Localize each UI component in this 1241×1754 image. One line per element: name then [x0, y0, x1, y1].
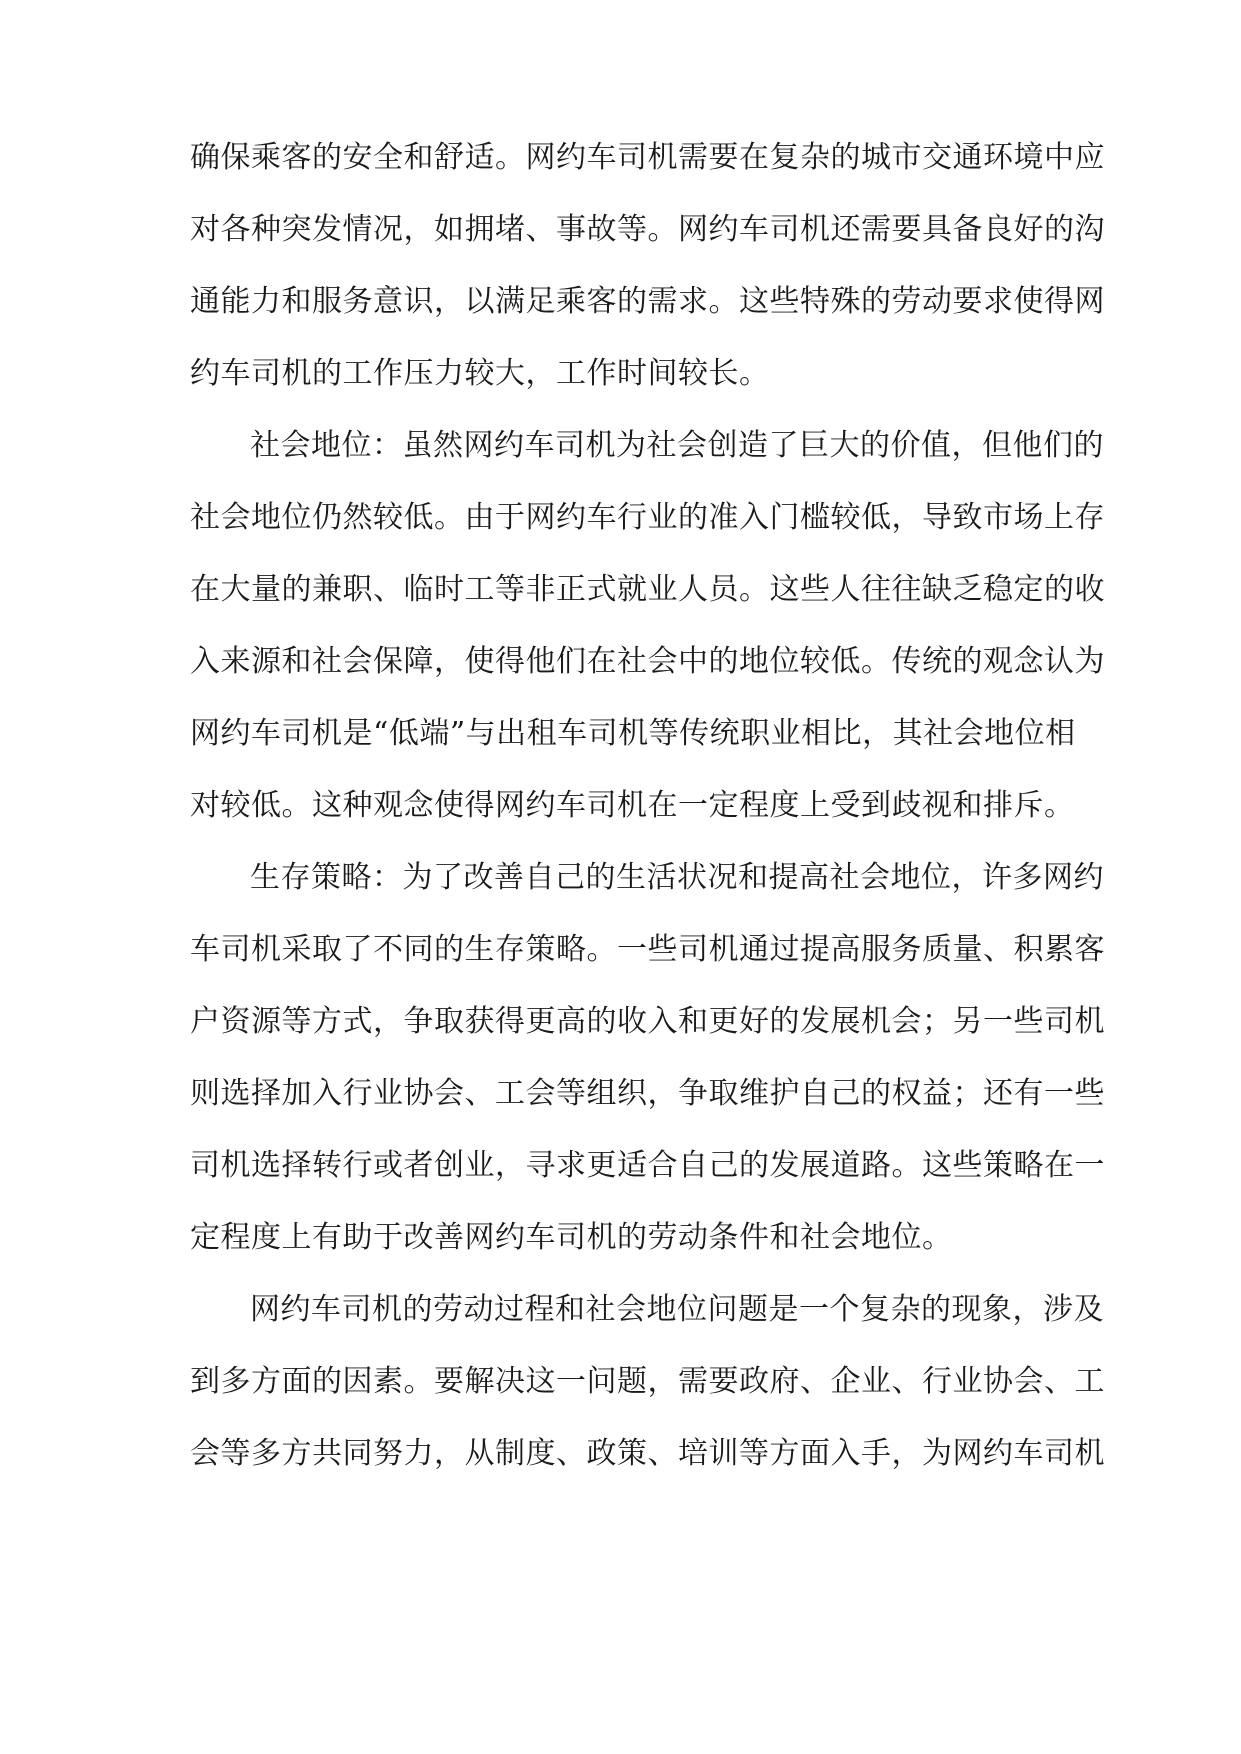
paragraph-first-line: 网约车司机的劳动过程和社会地位问题是一个复杂的现象，涉及: [250, 1292, 1104, 1327]
text-line: 会等多方共同努力，从制度、政策、培训等方面入手，为网约车司机: [190, 1436, 1105, 1471]
text-line: 则选择加入行业协会、工会等组织，争取维护自己的权益；还有一些: [190, 1076, 1105, 1111]
text-line: 对各种突发情况，如拥堵、事故等。网约车司机还需要具备良好的沟: [190, 212, 1105, 247]
text-line: 车司机采取了不同的生存策略。一些司机通过提高服务质量、积累客: [190, 932, 1105, 967]
text-line: 通能力和服务意识，以满足乘客的需求。这些特殊的劳动要求使得网: [190, 284, 1105, 319]
paragraph-first-line: 社会地位：虽然网约车司机为社会创造了巨大的价值，但他们的: [250, 428, 1104, 463]
text-line: 确保乘客的安全和舒适。网约车司机需要在复杂的城市交通环境中应: [190, 140, 1105, 175]
text-line: 入来源和社会保障，使得他们在社会中的地位较低。传统的观念认为: [190, 644, 1105, 679]
text-line: 网约车司机是“低端”与出租车司机等传统职业相比，其社会地位相: [190, 716, 1076, 751]
text-line: 对较低。这种观念使得网约车司机在一定程度上受到歧视和排斥。: [190, 788, 1075, 823]
text-line: 定程度上有助于改善网约车司机的劳动条件和社会地位。: [190, 1220, 953, 1255]
text-line: 在大量的兼职、临时工等非正式就业人员。这些人往往缺乏稳定的收: [190, 572, 1105, 607]
text-line: 社会地位仍然较低。由于网约车行业的准入门槛较低，导致市场上存: [190, 500, 1105, 535]
text-line: 司机选择转行或者创业，寻求更适合自己的发展道路。这些策略在一: [190, 1148, 1105, 1183]
paragraph-first-line: 生存策略：为了改善自己的生活状况和提高社会地位，许多网约: [250, 860, 1104, 895]
text-line: 户资源等方式，争取获得更高的收入和更好的发展机会；另一些司机: [190, 1004, 1105, 1039]
text-line: 到多方面的因素。要解决这一问题，需要政府、企业、行业协会、工: [190, 1364, 1105, 1399]
text-line: 约车司机的工作压力较大，工作时间较长。: [190, 356, 770, 391]
